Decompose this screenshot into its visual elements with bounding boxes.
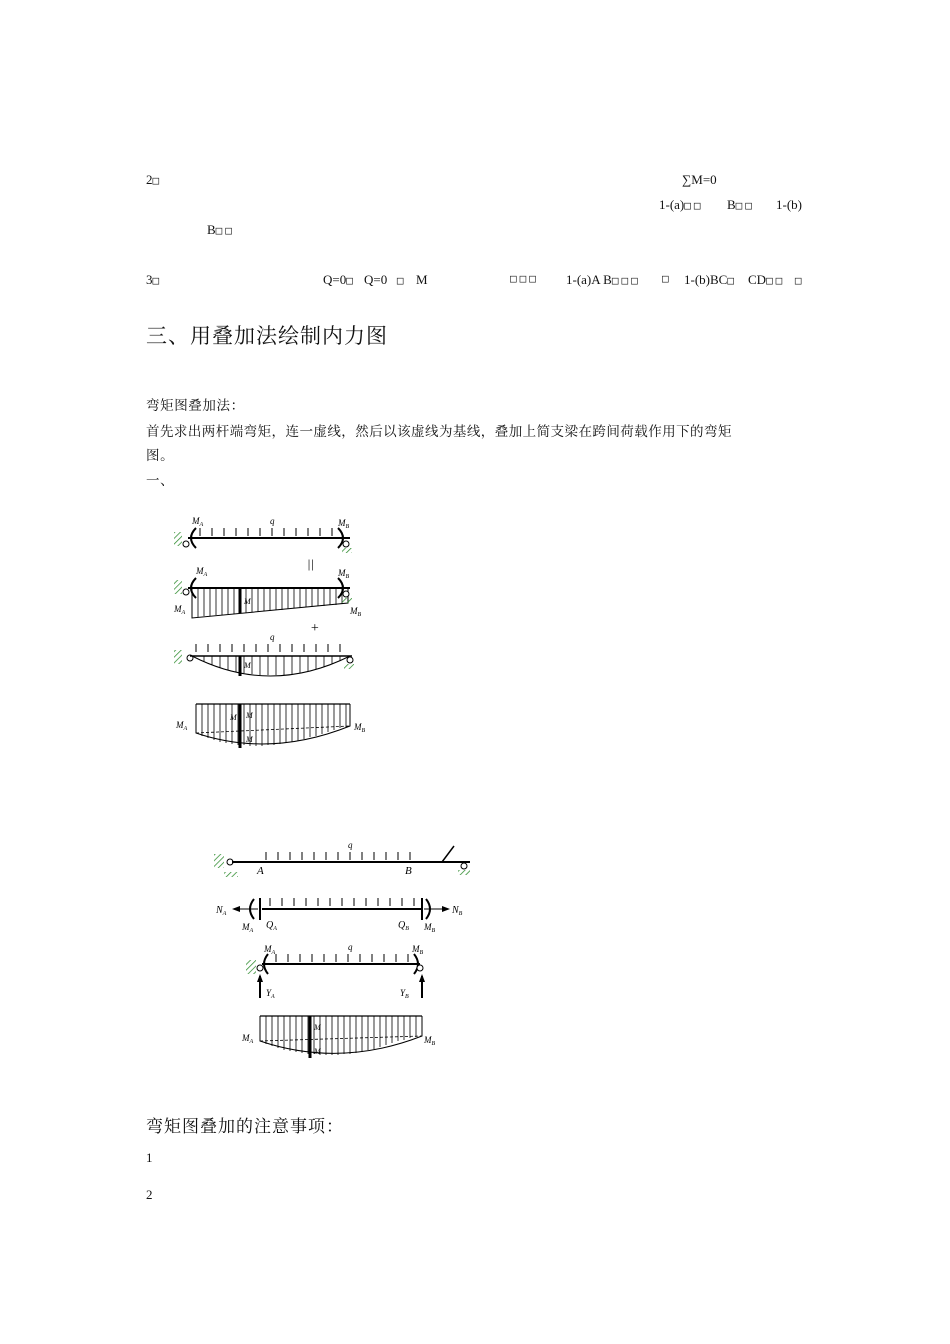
- equals-sign: ||: [307, 556, 315, 571]
- fig2-beam: [214, 840, 470, 877]
- svg-text:MB: $M_B$: [424, 1035, 436, 1047]
- plus-sign: +: [310, 621, 320, 636]
- svg-text:B: B: [405, 865, 412, 877]
- item3-q0a: Q=0□: [323, 272, 356, 287]
- svg-text:QA: $Q_A$: [266, 920, 277, 932]
- fig1-ma-label: $M_A$: [192, 516, 204, 528]
- svg-text:q: q: [270, 632, 275, 642]
- fig1-q-label: q: [270, 516, 275, 526]
- item2-ref-a: 1-(a)□□: [659, 197, 704, 212]
- method-desc-line2: 图。: [146, 448, 175, 464]
- fig2-simple-beam: [246, 942, 425, 1000]
- item2-formula: ∑M=0: [682, 172, 717, 187]
- fig2-combined-diagram: [241, 1016, 436, 1058]
- svg-text:M: M: [244, 661, 251, 670]
- svg-text:NB: $N_B$: [452, 905, 463, 917]
- svg-text:MB: $M_B$: [338, 568, 350, 580]
- svg-text:M: M: [230, 713, 237, 722]
- method-desc-line1: 首先求出两杆端弯矩，连一虚线，然后以该虚线为基线，叠加上简支梁在跨间荷载作用下的弯矩: [146, 424, 732, 440]
- item3-number: 3□: [146, 272, 163, 287]
- svg-text:YB: $Y_B$: [400, 988, 409, 1000]
- svg-text:MB: $M_B$: [354, 722, 366, 734]
- end-moment-diagram: [173, 566, 362, 618]
- notes-title: 弯矩图叠加的注意事项：: [146, 1117, 344, 1137]
- svg-text:q: q: [348, 840, 353, 850]
- svg-text:MA: $M_A$: [176, 720, 188, 732]
- simple-beam-diagram: [174, 632, 354, 676]
- item2-ref-b: 1-(b): [776, 197, 802, 212]
- item3-cd: CD□□ □: [748, 272, 805, 287]
- svg-text:M: M: [244, 597, 251, 606]
- svg-text:YA: $Y_A$: [266, 988, 275, 1000]
- svg-text:q: q: [348, 942, 353, 952]
- combined-moment-diagram: [175, 704, 366, 748]
- svg-text:MA: $M_A$: [264, 944, 276, 956]
- item2-line3-b: B□□: [207, 222, 235, 237]
- note-2: 2: [146, 1187, 153, 1202]
- fig2-free-body: [215, 898, 463, 934]
- svg-text:MB: $M_B$: [412, 944, 424, 956]
- item3-ref-b: 1-(b)BC□: [684, 272, 737, 287]
- superposition-figure: [170, 508, 380, 753]
- svg-text:M: M: [314, 1023, 321, 1032]
- item2-number: 2□: [146, 172, 163, 187]
- svg-text:MA: $M_A$: [196, 566, 208, 578]
- note-1: 1: [146, 1150, 153, 1165]
- svg-text:MA: $M_A$: [242, 922, 254, 934]
- svg-text:QB: $Q_B$: [398, 920, 409, 932]
- item3-text-4: □□□: [510, 272, 539, 285]
- svg-text:M: M: [314, 1047, 321, 1056]
- svg-text:A: A: [257, 865, 264, 877]
- member-moment-figure: [210, 836, 485, 1061]
- method-title: 弯矩图叠加法：: [146, 398, 245, 414]
- fig1-mb-label: $M_B$: [338, 518, 350, 530]
- svg-text:M: M: [246, 711, 253, 720]
- item2-ref-b-label: B□□: [727, 197, 755, 212]
- section-title: 三、用叠加法绘制内力图: [146, 324, 388, 348]
- item3-ref-a: 1-(a)A B□□□: [566, 272, 641, 287]
- svg-text:MA: $M_A$: [174, 604, 186, 616]
- svg-text:NA: $N_A$: [216, 905, 227, 917]
- subheading-1: 一、: [146, 473, 175, 489]
- svg-text:MB: $M_B$: [424, 922, 436, 934]
- item3-text-5: □: [662, 272, 672, 285]
- item3-m: M: [416, 272, 428, 287]
- svg-text:MA: $M_A$: [242, 1033, 254, 1045]
- beam-with-end-moments: [174, 516, 352, 553]
- svg-text:M: M: [246, 735, 253, 744]
- svg-text:MB: $M_B$: [350, 606, 362, 618]
- item3-q0b: Q=0 □: [364, 272, 407, 287]
